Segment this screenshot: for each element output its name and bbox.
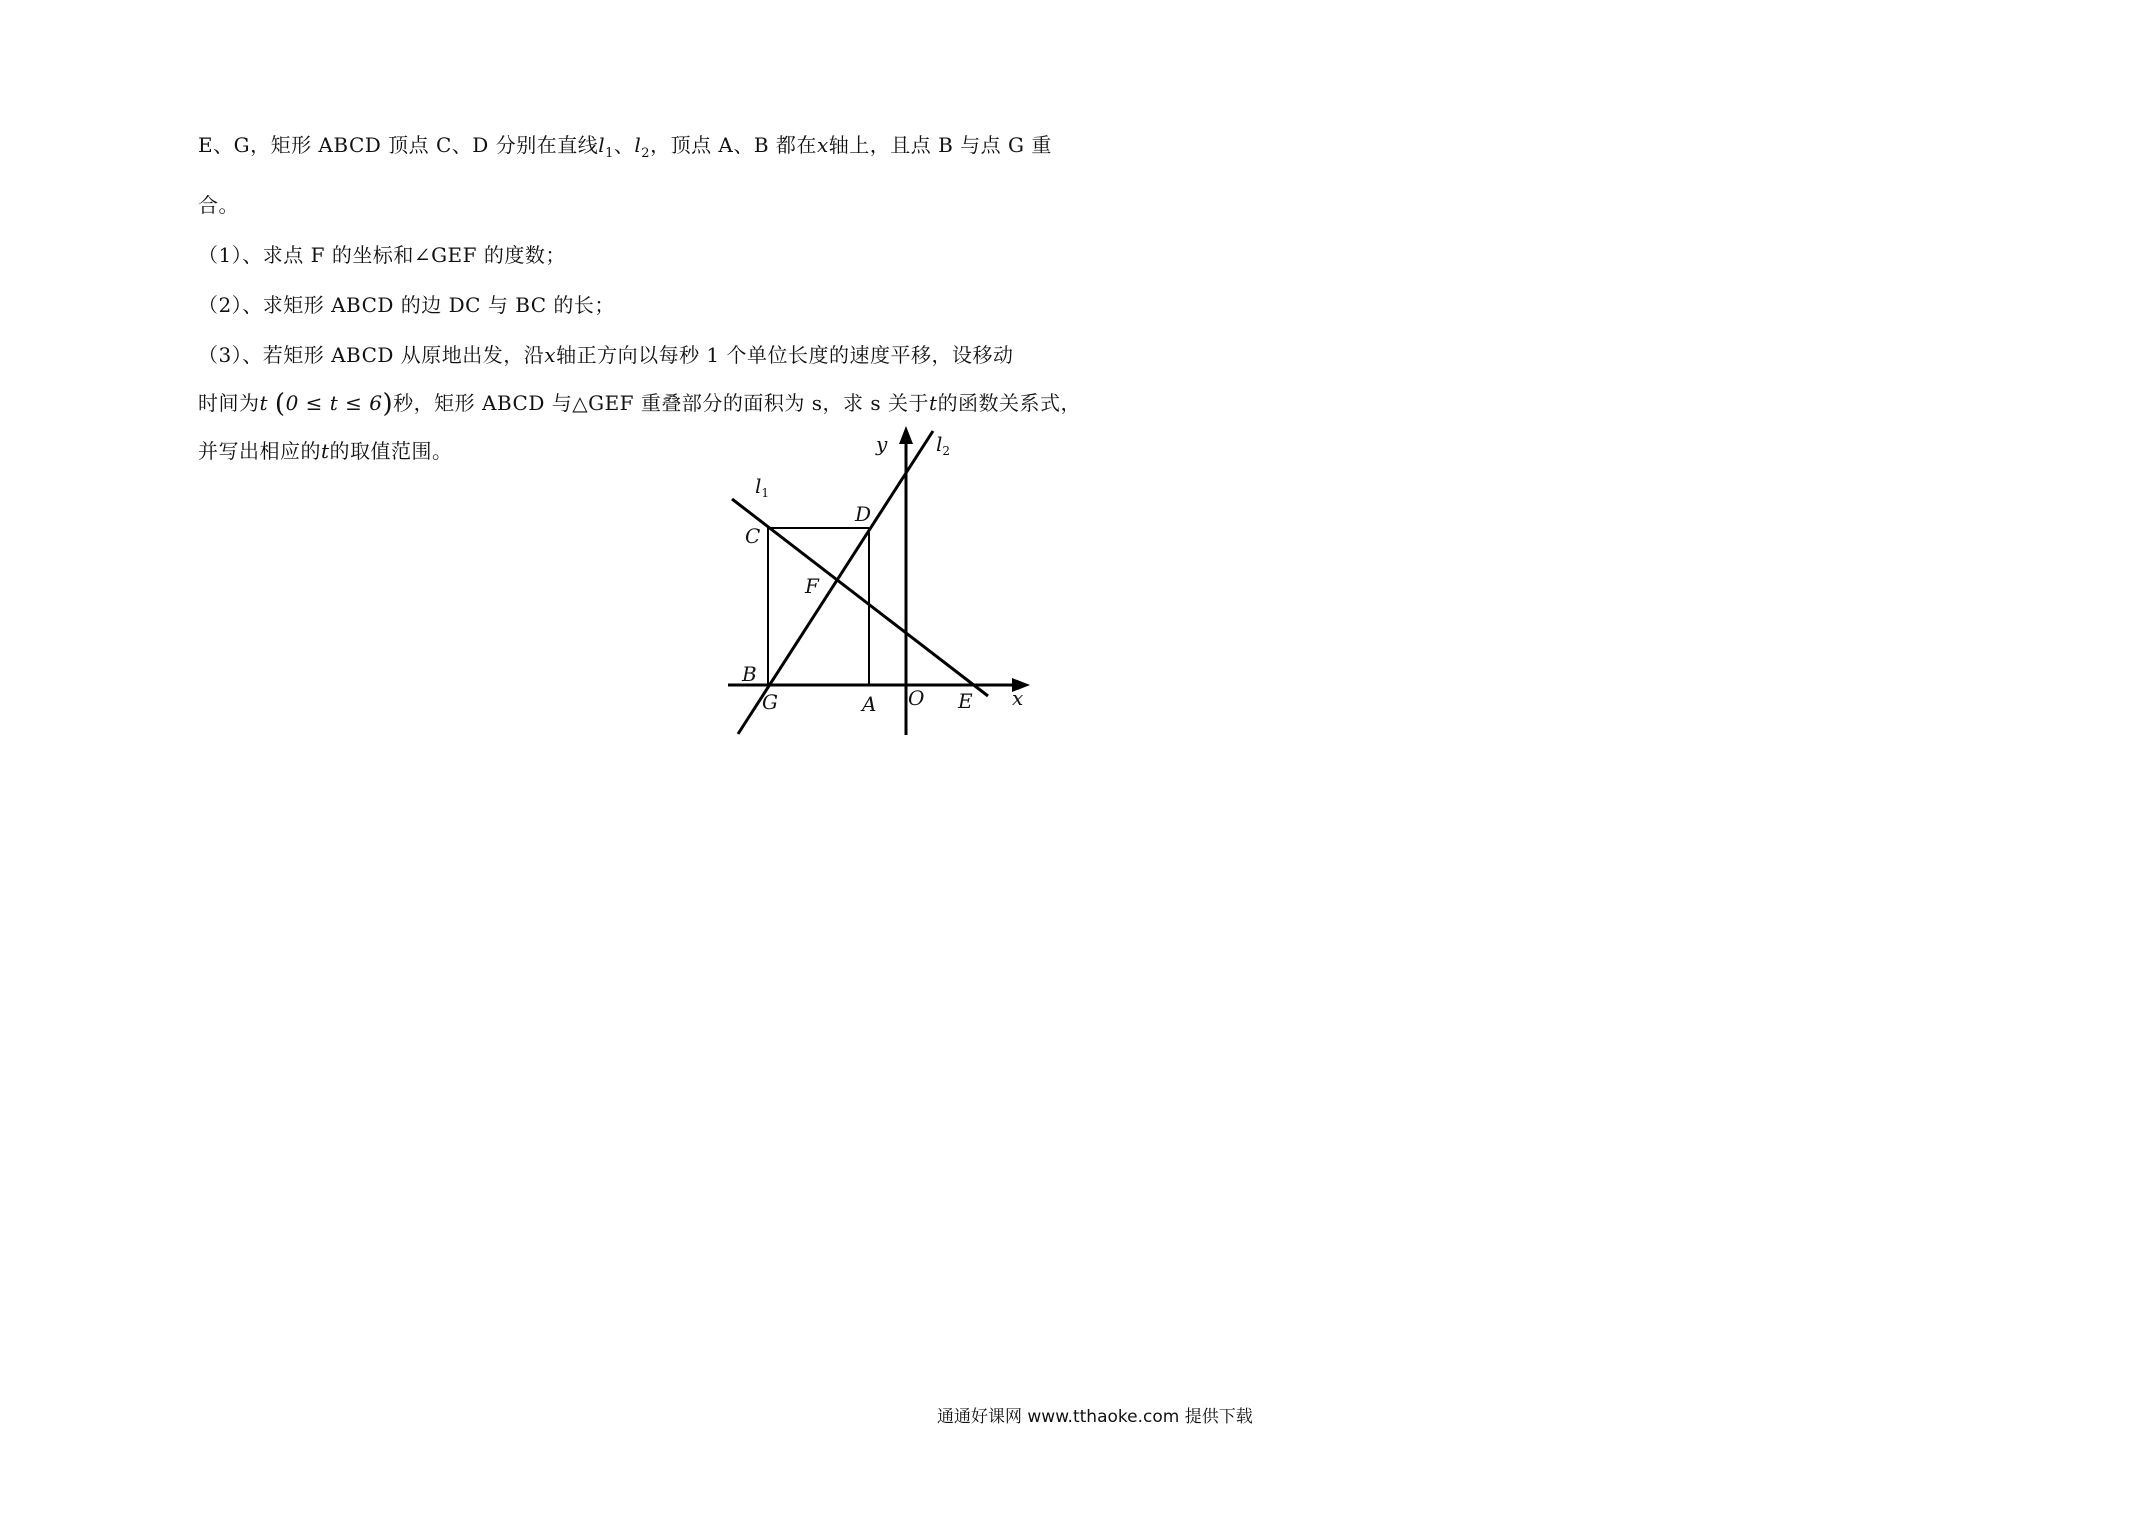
question-3-line-3 <box>198 436 453 466</box>
figure-svg <box>700 420 1060 750</box>
l1-label: $l_1$ <box>755 474 770 500</box>
l2-label: $l_2$ <box>936 432 951 458</box>
line1-part3: 轴上，且点 B 与点 G 重 <box>828 133 1052 157</box>
footer-source-text: 通通好课网 www.tthaoke.com 提供下载 <box>937 1407 1253 1427</box>
t-symbol: t <box>321 439 330 463</box>
t-range: 0 ≤ t ≤ 6 <box>285 391 383 415</box>
point-g-label: G <box>762 690 778 714</box>
question-3-line-2: 时间为t (0 ≤ t ≤ 6)秒，矩形 ABCD 与△GEF 重叠部分的面积为 s，求 s 关于t的函数关系式， <box>198 389 1082 419</box>
t-symbol: t <box>929 391 938 415</box>
x-axis-label: x <box>1012 686 1024 710</box>
point-c-label: C <box>745 524 761 548</box>
problem-line-1 <box>198 130 1052 160</box>
point-o-label: O <box>908 686 925 710</box>
q3-line1-part2: 轴正方向以每秒 1 个单位长度的速度平移，设移动 <box>556 343 1014 367</box>
point-d-label: D <box>855 502 872 526</box>
q3-line2-part2: 秒，矩形 ABCD 与△GEF 重叠部分的面积为 s，求 s 关于 <box>393 391 930 415</box>
t-symbol: t <box>259 391 269 415</box>
question-2: （2）、求矩形 ABCD 的边 DC 与 BC 的长； <box>198 293 615 317</box>
y-axis-arrow <box>899 426 913 444</box>
point-b-label: B <box>742 662 757 686</box>
point-f-label: F <box>805 574 819 598</box>
line-l1-symbol: $l_1$ <box>598 133 614 161</box>
q3-line3-part1: 并写出相应的 <box>198 439 321 463</box>
geometry-figure <box>700 420 1060 750</box>
line1-part1: E、G，矩形 ABCD 顶点 C、D 分别在直线 <box>198 133 599 157</box>
line1-part2: ，顶点 A、B 都在 <box>650 133 817 157</box>
line-l2-symbol: $l_2$ <box>634 133 651 161</box>
x-axis-symbol: x <box>544 343 557 367</box>
q3-line2-part1: 时间为 <box>198 391 260 415</box>
problem-line-2: 合。 <box>198 193 239 217</box>
y-axis-label: y <box>876 432 888 456</box>
q3-line2-part3: 的函数关系式， <box>937 391 1082 415</box>
question-3-line-1 <box>198 340 1014 370</box>
q3-line1-part1: （3）、若矩形 ABCD 从原地出发，沿 <box>198 343 545 367</box>
line1-sep: 、 <box>613 133 635 157</box>
question-1: （1）、求点 F 的坐标和∠GEF 的度数； <box>198 243 566 267</box>
point-a-label: A <box>862 692 877 716</box>
q3-line3-part2: 的取值范围。 <box>329 439 453 463</box>
x-axis-symbol: x <box>816 133 829 157</box>
point-e-label: E <box>958 689 973 713</box>
